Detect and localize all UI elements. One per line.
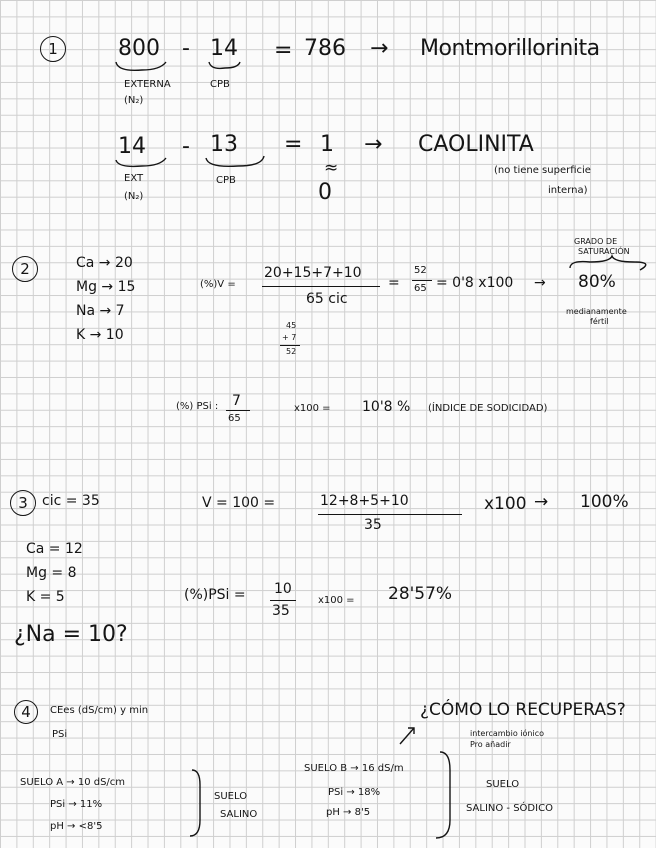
s3-psi-result: 28'57% <box>388 584 453 604</box>
s1-row2-label-cpb: CPB <box>216 175 236 186</box>
s4-soilA-type-2: SALINO <box>220 809 258 820</box>
s4-soilA-type-1: SUELO <box>214 791 248 802</box>
s2-ion-k: K → 10 <box>76 327 124 343</box>
s2-v-result: 80% <box>578 272 616 292</box>
section-number-3: 3 <box>10 490 36 516</box>
s3-v-rest: x100 <box>484 494 527 514</box>
s2-psi-den: 65 <box>228 413 241 424</box>
s1-row2-op: - <box>182 134 190 159</box>
s2-v-frac-bar <box>412 280 432 281</box>
s1-row1-eq: = <box>274 38 293 63</box>
s3-v-arrow: → <box>534 492 549 512</box>
s2-psi-note: (ÍNDICE DE SODICIDAD) <box>428 403 548 414</box>
s2-v-denominator: 65 cic <box>306 291 348 307</box>
s2-side-sum-b: + 7 <box>282 333 297 342</box>
bracket <box>436 752 450 838</box>
s2-ion-mg: Mg → 15 <box>76 279 136 295</box>
s1-row1-mineral: Montmorillorinita <box>420 36 600 61</box>
s1-row1-result: 786 <box>304 36 346 61</box>
s3-psi-num: 10 <box>274 581 292 597</box>
s4-heading: CEes (dS/cm) y min <box>50 705 149 716</box>
s4-soilA-ph: pH → <8'5 <box>50 821 103 832</box>
section-number-4: 4 <box>14 700 38 724</box>
s3-val-k: K = 5 <box>26 589 65 605</box>
s2-v-eq: = <box>388 275 400 291</box>
s3-psi-bar <box>270 600 296 601</box>
s3-v-fraction-bar <box>318 514 462 515</box>
s3-val-ca: Ca = 12 <box>26 541 83 557</box>
s2-side-sum-total: 52 <box>286 347 297 356</box>
s2-grado-1: GRADO DE <box>574 237 618 246</box>
s2-psi-result: 10'8 % <box>362 399 411 415</box>
s2-ion-ca: Ca → 20 <box>76 255 133 271</box>
s1-row2-label-n2: (N₂) <box>124 191 144 202</box>
s3-na-question: ¿Na = 10? <box>14 622 128 647</box>
s3-psi-label: (%)PSi = <box>184 587 246 603</box>
s1-row2-result: 1 <box>320 132 334 157</box>
s3-val-mg: Mg = 8 <box>26 565 77 581</box>
s1-row2-a: 14 <box>118 134 146 159</box>
s1-row2-note-1: (no tiene superficie <box>494 165 591 176</box>
s3-v-result: 100% <box>580 492 629 512</box>
s1-row1-label-external: EXTERNA <box>124 79 171 90</box>
arrow-line <box>400 728 414 744</box>
s2-v-fraction-bar <box>262 286 380 287</box>
s2-psi-label: (%) PSi : <box>176 401 219 412</box>
s2-v-frac-den: 65 <box>414 283 427 294</box>
s2-psi-bar <box>226 410 250 411</box>
s4-bullet-1: intercambio iónico <box>470 729 544 738</box>
s2-side-sum-bar <box>280 345 300 346</box>
s3-v-label: V = 100 = <box>202 495 276 511</box>
s1-row1-arrow: → <box>370 36 389 61</box>
s3-v-denominator: 35 <box>364 517 382 533</box>
s4-psi: PSi <box>52 729 68 740</box>
underbrace <box>116 62 166 70</box>
section-number-1: 1 <box>40 36 66 62</box>
s2-grado-2: SATURACIÓN <box>578 247 630 256</box>
s3-psi-rest: x100 = <box>318 595 355 606</box>
s4-soilA-ce: SUELO A → 10 dS/cm <box>20 777 126 788</box>
s2-v-frac-num: 52 <box>414 265 427 276</box>
s2-ion-na: Na → 7 <box>76 303 125 319</box>
overbrace <box>570 256 646 270</box>
s2-v-arrow: → <box>534 275 546 291</box>
s1-row1-a: 800 <box>118 36 160 61</box>
underbrace <box>206 156 264 166</box>
s1-row1-label-n2: (N₂) <box>124 95 144 106</box>
s4-soilB-ce: SUELO B → 16 dS/m <box>304 763 404 774</box>
s2-v-numerator: 20+15+7+10 <box>264 265 362 281</box>
underbrace <box>116 158 166 166</box>
s2-v-label: (%)V = <box>200 279 236 290</box>
s4-soilB-type-1: SUELO <box>486 779 520 790</box>
s3-psi-den: 35 <box>272 603 290 619</box>
s1-row2-note-2: interna) <box>548 185 588 196</box>
s1-row2-mineral: CAOLINITA <box>418 132 534 157</box>
s3-cic: cic = 35 <box>42 493 100 509</box>
s1-row2-zero: 0 <box>318 180 332 205</box>
s2-media-1: medianamente <box>566 307 627 316</box>
s2-media-2: fértil <box>590 317 609 326</box>
s2-side-sum-a: 45 <box>286 321 297 330</box>
section-number-2: 2 <box>12 256 38 282</box>
s2-v-rest: = 0'8 x100 <box>436 275 514 291</box>
s1-row1-b: 14 <box>210 36 238 61</box>
s4-soilB-type-2: SALINO - SÓDICO <box>466 803 553 814</box>
s4-soilB-ph: pH → 8'5 <box>326 807 371 818</box>
s1-row2-label-ext: EXT <box>124 173 144 184</box>
s1-row1-op: - <box>182 36 190 61</box>
bracket <box>190 770 200 836</box>
s4-soilB-psi: PSi → 18% <box>328 787 381 798</box>
s4-question: ¿CÓMO LO RECUPERAS? <box>420 700 626 720</box>
s2-psi-rest: x100 = <box>294 403 331 414</box>
s1-row2-eq: = <box>284 132 303 157</box>
s1-row2-arrow: → <box>364 132 383 157</box>
s1-row2-approx: ≈ <box>324 158 339 178</box>
s1-row2-b: 13 <box>210 132 238 157</box>
underbrace <box>209 62 240 68</box>
s1-row1-label-cpb: CPB <box>210 79 230 90</box>
s4-soilA-psi: PSi → 11% <box>50 799 103 810</box>
s2-psi-num: 7 <box>232 393 241 409</box>
s3-v-numerator: 12+8+5+10 <box>320 493 409 509</box>
s4-bullet-2: Pro añadir <box>470 740 511 749</box>
